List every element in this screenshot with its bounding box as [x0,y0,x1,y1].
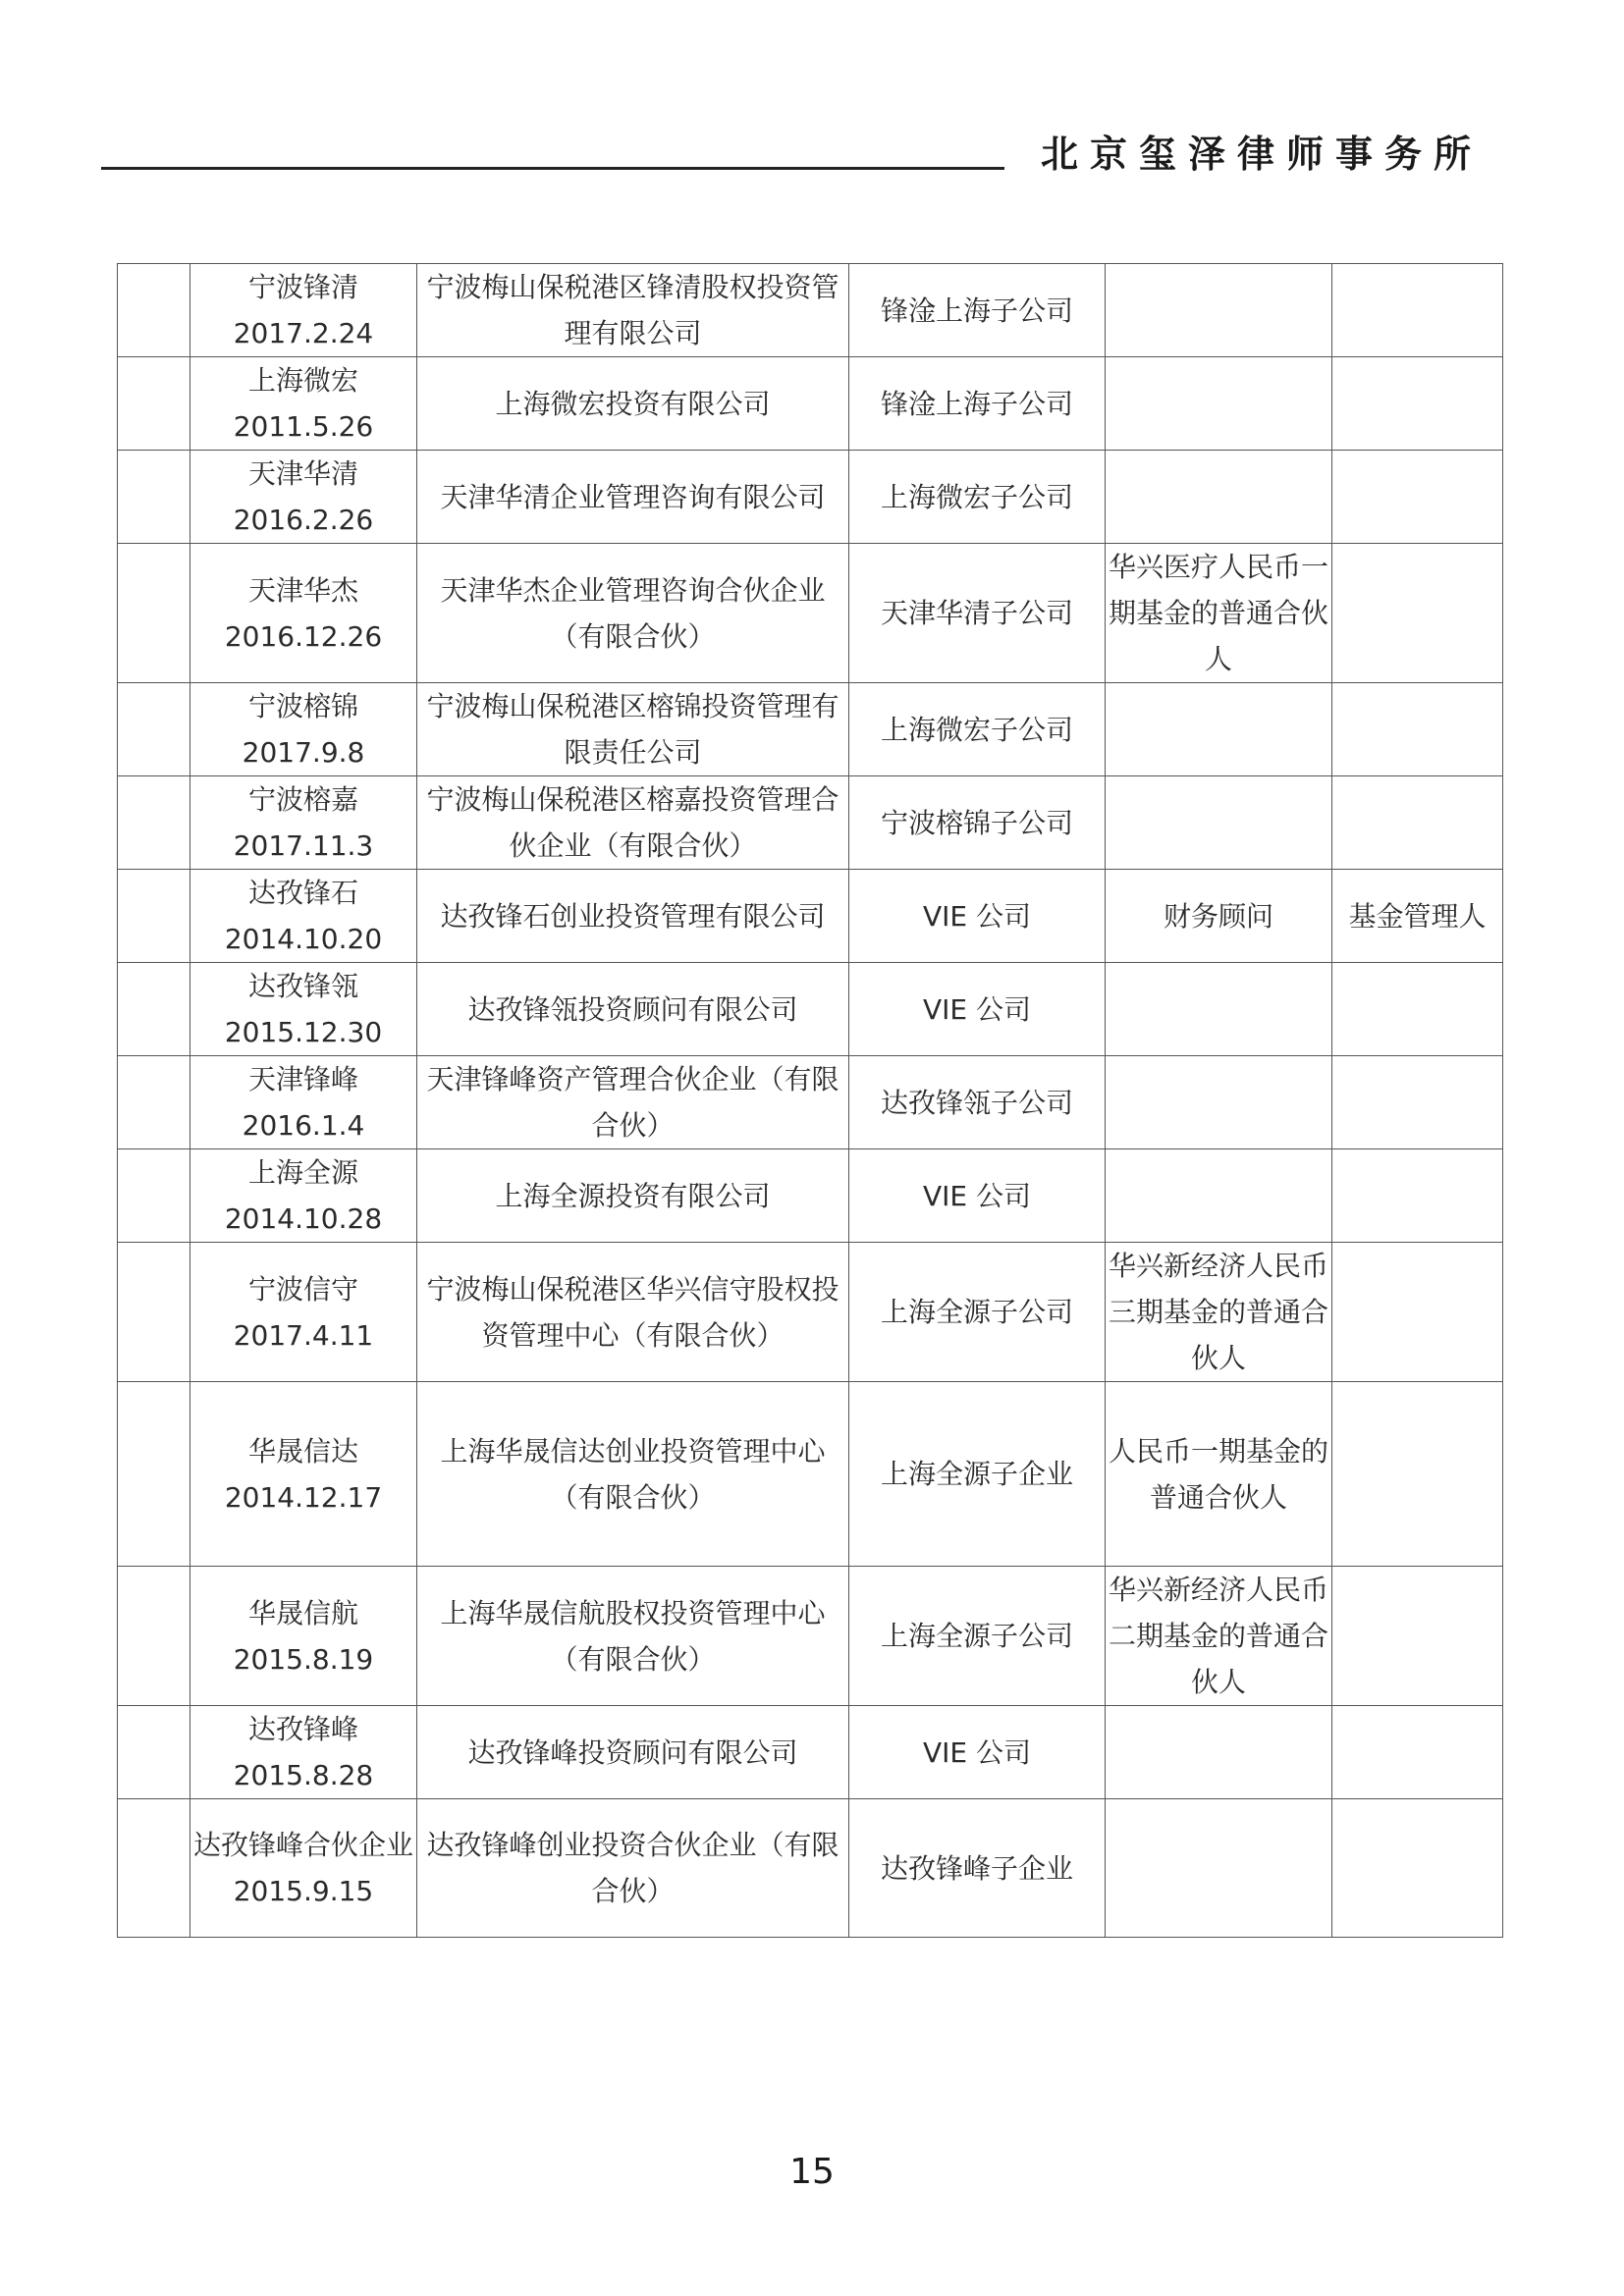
firm-name: 北京玺泽律师事务所 [1041,133,1484,176]
table-row [118,683,1503,776]
table-row [118,357,1503,451]
note-cell [1332,1567,1503,1706]
role-cell: 华兴新经济人民币二期基金的普通合伙人 [1106,1567,1332,1706]
table-row [118,870,1503,963]
full-name-cell: 达孜锋石创业投资管理有限公司 [417,870,849,963]
note-cell [1332,264,1503,357]
full-name-cell: 达孜锋瓴投资顾问有限公司 [417,963,849,1056]
relation-cell: VIE 公司 [849,963,1106,1056]
role-cell: 财务顾问 [1106,870,1332,963]
relation-cell: 上海全源子企业 [849,1382,1106,1567]
entity-cell: 天津华杰 2016.12.26 [190,544,417,683]
entity-cell: 天津华清 2016.2.26 [190,451,417,544]
relation-cell: 上海全源子公司 [849,1243,1106,1382]
relation-cell: 达孜锋峰子企业 [849,1799,1106,1938]
index-cell [118,1567,190,1706]
role-cell [1106,357,1332,451]
index-cell [118,544,190,683]
relation-cell: 宁波榕锦子公司 [849,776,1106,870]
role-cell [1106,1149,1332,1243]
role-cell [1106,264,1332,357]
entity-cell: 宁波锋清 2017.2.24 [190,264,417,357]
note-cell [1332,1243,1503,1382]
full-name-cell: 宁波梅山保税港区榕锦投资管理有限责任公司 [417,683,849,776]
entity-cell: 宁波信守 2017.4.11 [190,1243,417,1382]
note-cell [1332,776,1503,870]
note-cell [1332,1382,1503,1567]
table-row [118,1056,1503,1149]
page-number: 15 [789,2152,835,2192]
index-cell [118,776,190,870]
entity-table [117,263,1503,1938]
full-name-cell: 达孜锋峰创业投资合伙企业（有限合伙） [417,1799,849,1938]
full-name-cell: 上海全源投资有限公司 [417,1149,849,1243]
entity-cell: 上海全源 2014.10.28 [190,1149,417,1243]
note-cell [1332,1706,1503,1799]
full-name-cell: 天津华杰企业管理咨询合伙企业（有限合伙） [417,544,849,683]
relation-cell: 锋淦上海子公司 [849,357,1106,451]
index-cell [118,1149,190,1243]
index-cell [118,1799,190,1938]
note-cell [1332,544,1503,683]
index-cell [118,1243,190,1382]
relation-cell: VIE 公司 [849,1149,1106,1243]
note-cell [1332,357,1503,451]
table-row [118,776,1503,870]
role-cell: 人民币一期基金的普通合伙人 [1106,1382,1332,1567]
index-cell [118,870,190,963]
note-cell: 基金管理人 [1332,870,1503,963]
entity-table-body [118,264,1503,1938]
role-cell [1106,776,1332,870]
entity-cell: 上海微宏 2011.5.26 [190,357,417,451]
entity-cell: 宁波榕锦 2017.9.8 [190,683,417,776]
full-name-cell: 宁波梅山保税港区华兴信守股权投资管理中心（有限合伙） [417,1243,849,1382]
full-name-cell: 上海华晟信航股权投资管理中心（有限合伙） [417,1567,849,1706]
relation-cell: 达孜锋瓴子公司 [849,1056,1106,1149]
index-cell [118,451,190,544]
header-rule [101,167,1004,170]
index-cell [118,357,190,451]
entity-cell: 天津锋峰 2016.1.4 [190,1056,417,1149]
role-cell [1106,1799,1332,1938]
relation-cell: 锋淦上海子公司 [849,264,1106,357]
entity-cell: 达孜锋瓴 2015.12.30 [190,963,417,1056]
full-name-cell: 宁波梅山保税港区锋清股权投资管理有限公司 [417,264,849,357]
index-cell [118,1056,190,1149]
relation-cell: 天津华清子公司 [849,544,1106,683]
relation-cell: VIE 公司 [849,1706,1106,1799]
table-row [118,1149,1503,1243]
role-cell [1106,451,1332,544]
table-row [118,963,1503,1056]
full-name-cell: 达孜锋峰投资顾问有限公司 [417,1706,849,1799]
entity-cell: 华晟信达 2014.12.17 [190,1382,417,1567]
index-cell [118,1706,190,1799]
relation-cell: 上海全源子公司 [849,1567,1106,1706]
role-cell [1106,683,1332,776]
table-row [118,1243,1503,1382]
note-cell [1332,963,1503,1056]
table-row [118,1567,1503,1706]
full-name-cell: 天津华清企业管理咨询有限公司 [417,451,849,544]
note-cell [1332,451,1503,544]
index-cell [118,264,190,357]
full-name-cell: 天津锋峰资产管理合伙企业（有限合伙） [417,1056,849,1149]
entity-cell: 达孜锋峰合伙企业 2015.9.15 [190,1799,417,1938]
table-row [118,264,1503,357]
role-cell: 华兴医疗人民币一期基金的普通合伙人 [1106,544,1332,683]
table-row [118,451,1503,544]
relation-cell: 上海微宏子公司 [849,683,1106,776]
role-cell [1106,963,1332,1056]
full-name-cell: 宁波梅山保税港区榕嘉投资管理合伙企业（有限合伙） [417,776,849,870]
note-cell [1332,1056,1503,1149]
role-cell [1106,1056,1332,1149]
index-cell [118,683,190,776]
table-row [118,544,1503,683]
entity-cell: 达孜锋峰 2015.8.28 [190,1706,417,1799]
entity-cell: 华晟信航 2015.8.19 [190,1567,417,1706]
relation-cell: 上海微宏子公司 [849,451,1106,544]
role-cell: 华兴新经济人民币三期基金的普通合伙人 [1106,1243,1332,1382]
entity-cell: 宁波榕嘉 2017.11.3 [190,776,417,870]
note-cell [1332,1149,1503,1243]
table-row [118,1799,1503,1938]
full-name-cell: 上海微宏投资有限公司 [417,357,849,451]
index-cell [118,1382,190,1567]
relation-cell: VIE 公司 [849,870,1106,963]
full-name-cell: 上海华晟信达创业投资管理中心（有限合伙） [417,1382,849,1567]
table-row [118,1706,1503,1799]
index-cell [118,963,190,1056]
note-cell [1332,1799,1503,1938]
entity-cell: 达孜锋石 2014.10.20 [190,870,417,963]
role-cell [1106,1706,1332,1799]
note-cell [1332,683,1503,776]
table-row [118,1382,1503,1567]
